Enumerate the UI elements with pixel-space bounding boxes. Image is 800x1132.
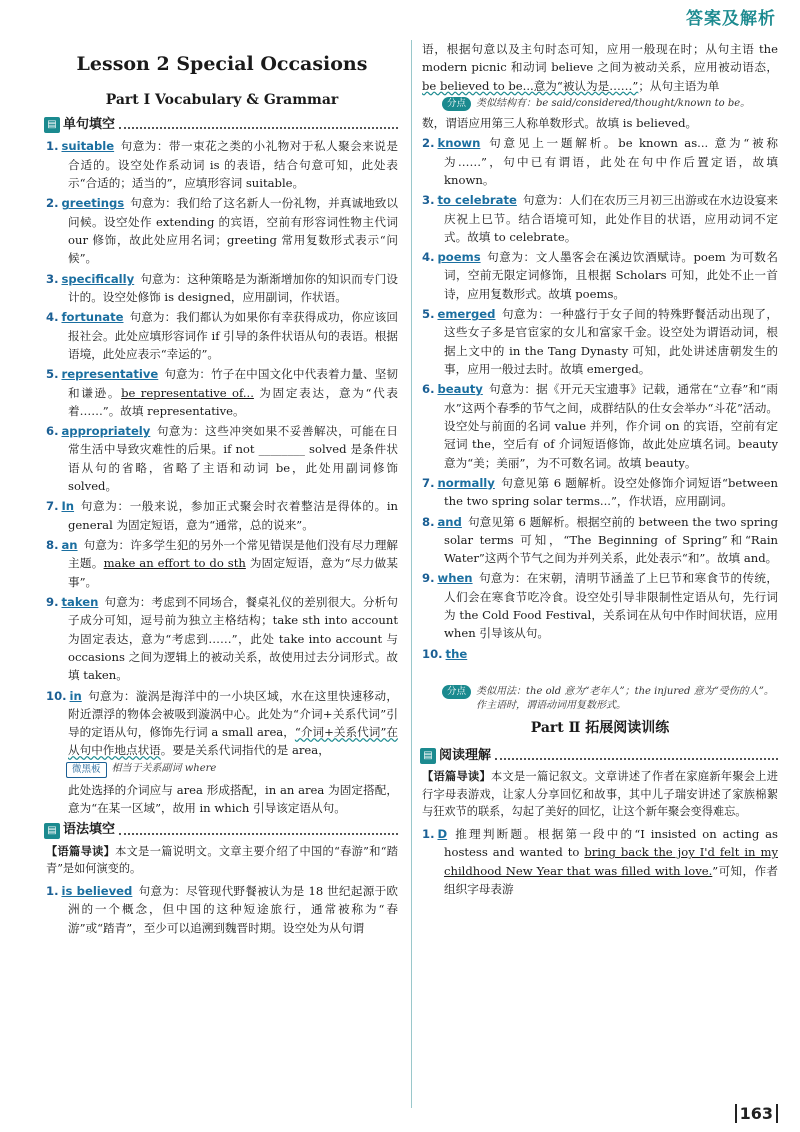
section-title: 单句填空	[63, 117, 116, 133]
answer-key: specifically	[61, 271, 135, 286]
explanation: 句意为：漩涡是海洋中的一小块区域，水在这里快速移动，附近漂浮的物体会被吸到漩涡中心。此处为“介词+关系代词”引导的定语从句，修饰先行词 a small area，	[68, 688, 398, 740]
answer-item	[46, 536, 398, 591]
answer-key: is believed	[61, 883, 133, 898]
item-number: 10.	[422, 646, 443, 661]
answer-item	[422, 248, 778, 303]
note-text: 类似用法：the old 意为“老年人”；the injured 意为“受伤的人”。作主语时，谓语动词用复数形式。	[476, 686, 774, 712]
answer-key: emerged	[437, 307, 496, 322]
explanation: 句意为：我们都认为如果你有幸获得成功，你应该回报社会。此处应填形容词作 if 引导的条件状语从句的表语。根据语境，此处应表示“幸运的”。	[68, 310, 398, 361]
item-number: 4.	[422, 250, 435, 265]
item-number: 4.	[46, 310, 59, 325]
item-number: 6.	[422, 382, 435, 397]
section-grammar-fill	[44, 821, 398, 839]
explanation: 句意为：许多学生犯的另外一个常见错误是他们没有尽力理解主题。	[68, 538, 398, 571]
explanation-cont: 为固定短语，意为“尽力做某事”。	[68, 556, 398, 589]
part-two-title: Part Ⅱ 拓展阅读训练	[530, 720, 670, 737]
guide-text: 本文是一篇记叙文。文章讲述了作者在家庭新年聚会上进行字母表游戏，让家人分享回忆和故事，其中儿子瑞安讲述了家族棉絮与狂欢节的联系，勾起了美好的回忆，让这个新年聚会变得难忘。	[422, 770, 778, 819]
explanation: 句意为：文人墨客会在溪边饮酒赋诗。poem 为可数名词，空前无限定词修饰，且根据 Scholars 可知，此处不止一首诗，应用复数形式。故填 poems。	[444, 250, 778, 301]
explanation: 推理判断题。根据第一段中的“I insisted on acting as hostess and wanted to	[444, 827, 778, 860]
answer-item	[46, 365, 398, 420]
point-note	[442, 685, 778, 713]
answer-item	[422, 305, 778, 378]
item-number: 8.	[46, 538, 59, 553]
note-tag: 分点	[442, 685, 471, 699]
answer-item	[46, 137, 398, 192]
answer-key: in	[69, 688, 82, 703]
underlined-phrase: bring back the joy I'd felt in my childhood New Year that was filled with love.	[444, 845, 778, 878]
answer-item	[46, 497, 398, 534]
page-header-title: 答案及解析	[686, 9, 776, 29]
underlined-phrase: be representative of...	[121, 385, 254, 400]
answer-key: representative	[61, 367, 159, 382]
answer-item	[46, 687, 398, 760]
guide-text: 本文是一篇说明文。文章主要介绍了中国的“春游”和“踏青”是如何演变的。	[46, 844, 398, 876]
wavy-underlined-phrase: be believed to be...意为“被认为是……”	[422, 78, 639, 93]
explanation: 句意为：带一束花之类的小礼物对于私人聚会来说是合适的。设空处作系动词 is 的表语，结合句意可知，此处表示“合适的；适当的”，应填形容词 suitable。	[68, 139, 398, 191]
part-one-title: Part Ⅰ Vocabulary & Grammar	[105, 91, 339, 108]
explanation: 句意见第 6 题解析。设空处修饰介词短语“between the two spring solar terms...”，作状语，应用副词。	[444, 475, 778, 509]
answer-item	[422, 513, 778, 568]
answer-key: taken	[61, 594, 99, 609]
section-title: 阅读理解	[439, 747, 492, 763]
explanation: 句意为：尽管现代野餐被认为是 18 世纪起源于欧洲的一个概念，但中国的这种短途旅行，通常被称为“春游”或“踏青”，至少可以追溯到魏晋时期。设空处为从句谓	[68, 883, 399, 935]
explanation: 句意见上一题解析。be known as... 意为“被称为……”，句中已有谓语，此处在句中作后置定语，故填 known。	[444, 136, 778, 187]
answer-key: normally	[437, 475, 495, 490]
explanation-cont: 此处选择的介词应与 area 形成搭配，in an area 为固定搭配，意为“在某一区域”，故用 in which 引导该定语从句。	[68, 782, 398, 816]
note-text: 类似结构有：be said/considered/thought/known to be。	[476, 97, 751, 109]
answer-key: appropriately	[61, 424, 151, 439]
explanation-cont: 为固定表达，意为“代表着……”。故填 representative。	[68, 385, 399, 418]
item-number: 1.	[46, 883, 59, 898]
answer-key: known	[437, 136, 481, 151]
section-reading-comprehension	[420, 747, 778, 765]
answer-key: to celebrate	[437, 193, 517, 208]
answer-key: an	[61, 538, 78, 553]
explanation-cont: 数，谓语应用第三人称单数形式。故填 is believed。	[422, 115, 698, 130]
right-column	[422, 40, 778, 900]
explanation: 语，根据句意以及主句时态可知，应用一般现在时；从句主语 the modern picnic 和动词 believe 之间为被动关系，应用被动语态，	[422, 42, 778, 75]
item-number: 1.	[46, 139, 59, 154]
note-text: 相当于关系副词 where	[111, 762, 217, 774]
answer-item	[46, 270, 398, 307]
item-number: 9.	[422, 571, 435, 586]
answer-key: the	[445, 646, 468, 661]
dotted-leader	[119, 827, 398, 835]
section-single-sentence-fill	[44, 116, 398, 134]
explanation: 句意为：一种盛行于女子间的特殊野餐活动出现了，这些女子多是官宦家的女儿和富家千金。设空处为谓语动词，根据上文中的 in the Tang Dynasty 可知，此处讲述唐朝发生的事，应用一般过去时。故填 emerged。	[444, 307, 778, 376]
note-tag: 微黑板	[66, 762, 107, 778]
answer-key: fortunate	[61, 310, 124, 325]
item-number: 2.	[422, 136, 435, 151]
item-number: 5.	[46, 367, 59, 382]
answer-item-continued	[422, 114, 778, 132]
answer-item	[422, 134, 778, 189]
underlined-phrase: make an effort to do sth	[103, 556, 246, 571]
explanation-cont: ；从句主语为单	[638, 78, 720, 93]
item-number: 3.	[422, 193, 435, 208]
passage-guide	[422, 768, 778, 821]
guide-tag: 【语篇导读】	[422, 770, 491, 784]
answer-key: D	[437, 827, 448, 842]
explanation: 句意为：一般来说，参加正式聚会时衣着整洁是得体的。in general 为固定短语，意为“通常，总的说来”。	[68, 499, 398, 532]
column-divider	[411, 40, 412, 1108]
explanation-cont: ”可知，作者组织字母表游	[444, 863, 778, 897]
note-tag: 分点	[442, 97, 471, 111]
answer-item	[422, 474, 778, 511]
explanation: 句意见第 6 题解析。根据空前的 between the two spring solar terms 可知，“The Beginning of Spring”和“Rain Water”这两个节气之间为并列关系，此处表示“和”。故填 and。	[444, 514, 778, 566]
item-number: 5.	[422, 307, 435, 322]
explanation: 句意为：这种策略是为渐渐增加你的知识而专门设计的。设空处修饰 is designed，应用副词，作状语。	[68, 271, 398, 304]
wavy-underlined-phrase: “介词+关系代词”在从句中作地点状语	[68, 725, 399, 758]
explanation: 句意为：在宋朝，清明节涵盖了上巳节和寒食节的传统，人们会在寒食节吃冷食。设空处引导非限制性定语从句，先行词为 the Cold Food Festival，关系词在从句中作时间状语，应用 when 引导该从句。	[444, 571, 778, 641]
section-book-icon: ▤	[44, 823, 60, 839]
item-number: 8.	[422, 514, 435, 529]
answer-item	[422, 825, 778, 898]
explanation: 句意为：这些冲突如果不妥善解决，可能在日常生活中导致灾难性的后果。if not ________ solved 是条件状语从句的省略，省略了主语和动词 be，此处用副词修饰 solved。	[68, 424, 398, 494]
answer-key: greetings	[61, 196, 125, 211]
dotted-leader	[495, 752, 778, 760]
answer-item	[422, 569, 778, 642]
item-number: 3.	[46, 271, 59, 286]
answer-item	[422, 645, 778, 663]
answer-key: beauty	[437, 382, 483, 397]
answer-item-continued	[422, 40, 778, 95]
explanation: 句意为：我们给了这名新人一份礼物，并真诚地致以问候。设空处作 extending 的宾语，空前有形容词性物主代词 our 修饰，故此处应用名词；greeting 常用复数形式表示“问候”。	[68, 196, 398, 266]
section-book-icon: ▤	[420, 748, 436, 764]
explanation: 句意为：人们在农历三月初三出游或在水边设宴来庆祝上巳节。结合语境可知，此处作目的状语，应用动词不定式。故填 to celebrate。	[444, 193, 778, 244]
item-number: 6.	[46, 424, 59, 439]
answer-item	[46, 308, 398, 363]
lesson-title: Lesson 2 Special Occasions	[76, 53, 368, 75]
answer-item	[422, 191, 778, 246]
explanation: 句意为：竹子在中国文化中代表着力量、坚韧和谦逊。	[68, 367, 398, 400]
item-number: 7.	[422, 475, 435, 490]
item-number: 1.	[422, 827, 435, 842]
answer-item	[422, 665, 778, 683]
guide-tag: 【语篇导读】	[46, 844, 116, 858]
item-number: 9.	[46, 594, 59, 609]
answer-key: suitable	[61, 139, 115, 154]
mini-blackboard-note	[66, 762, 398, 778]
left-column	[46, 40, 398, 939]
answer-item	[46, 422, 398, 495]
answer-key: when	[437, 571, 473, 586]
page-number	[735, 1101, 778, 1126]
answer-key: poems	[437, 250, 481, 265]
dotted-leader	[119, 121, 398, 129]
passage-guide	[46, 843, 398, 878]
answer-item	[422, 380, 778, 472]
explanation: 句意为：考虑到不同场合，餐桌礼仪的差别很大。分析句子成分可知，逗号前为独立主格结构；take sth into account 为固定表达，意为“考虑到……”，此处 take into account 与 occasions 之间为逻辑上的被动关系，故使用过去分词形式。故填 taken。	[68, 594, 398, 683]
section-book-icon: ▤	[44, 117, 60, 133]
answer-item	[46, 593, 398, 685]
section-title: 语法填空	[63, 822, 116, 838]
answer-item	[46, 194, 398, 267]
answer-key: In	[61, 499, 75, 514]
item-number: 7.	[46, 499, 59, 514]
explanation-cont: 。要是关系代词指代的是 area，	[160, 743, 330, 758]
page-number-text: 163	[735, 1104, 778, 1123]
answer-key: and	[437, 514, 462, 529]
explanation: 句意为：据《开元天宝遗事》记载，通常在“立春”和“雨水”这两个春季的节气之间，成群结队的仕女会举办“斗花”活动。设空处与前面的名词 value 并列，作介词 on 的宾语，空前有定冠词 the，空后有 of 介词短语修饰，故此处应填名词。beauty 意为“美；美丽”，为不可数名词。故填 beauty。	[444, 382, 778, 470]
answer-item-continued	[46, 781, 398, 818]
item-number: 10.	[46, 688, 67, 703]
answer-item	[46, 882, 398, 937]
point-note	[442, 97, 778, 111]
item-number: 2.	[46, 196, 59, 211]
